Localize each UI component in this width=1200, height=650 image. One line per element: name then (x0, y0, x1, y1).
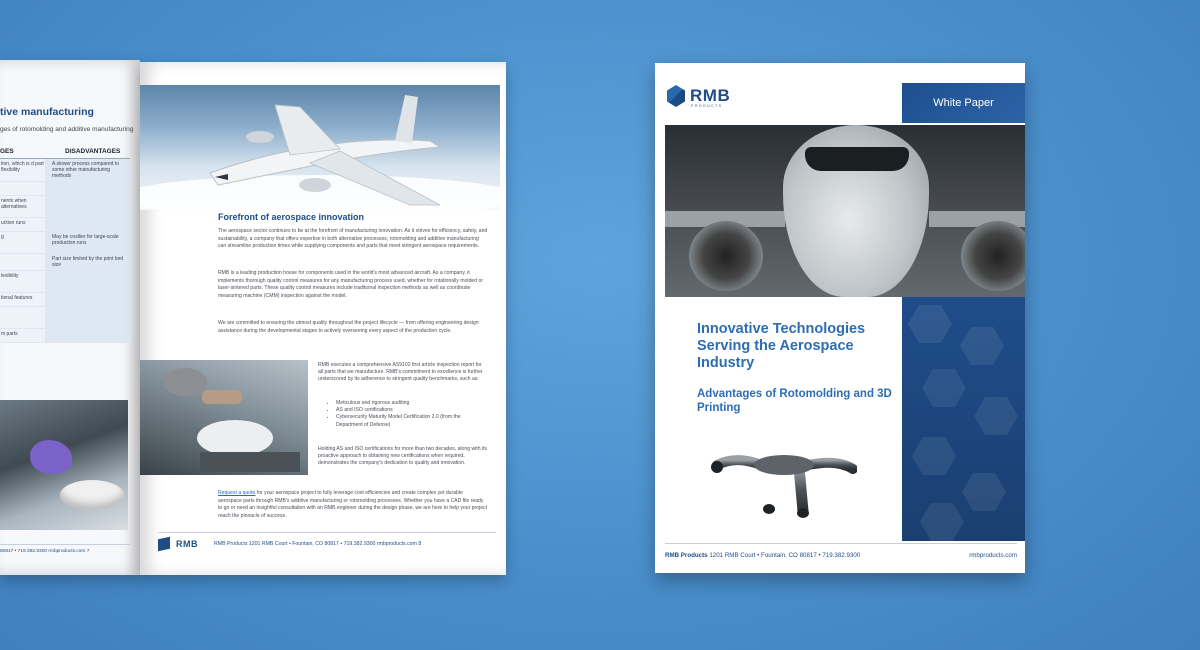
airplane-illustration (140, 85, 500, 210)
rmb-logo-icon (158, 537, 170, 552)
advantage-cell (0, 182, 45, 195)
disadvantage-cell (45, 196, 130, 217)
advantage-cell: g (0, 232, 45, 253)
quality-bullet: • AS and ISO certifications (336, 407, 488, 414)
white-paper-cover (655, 63, 1025, 573)
disadvantage-cell: Part size limited by the print bed size (45, 254, 130, 270)
advantage-cell: tion, which is d part flexibility (0, 159, 45, 181)
airplane-photo (140, 85, 500, 210)
cover-logo-text: RMB (690, 86, 731, 105)
rotomolded-part (60, 480, 124, 510)
advantage-cell: m parts (0, 329, 45, 342)
table-header (0, 148, 130, 159)
comparison-table (0, 148, 130, 343)
disadvantage-cell (45, 329, 130, 342)
section-heading: Forefront of aerospace innovation (218, 212, 365, 222)
advantage-cell (0, 254, 45, 270)
advantage-cell: tional features (0, 293, 45, 306)
left-page-footer: 80817 • 719.382.9300 rmbproducts.com 7 (0, 544, 130, 554)
disadvantage-cell (45, 307, 130, 328)
advantage-cell: lexibility (0, 271, 45, 292)
right-page-footer (158, 532, 496, 550)
lab-photo (0, 400, 128, 530)
cockpit-windows (805, 147, 909, 171)
hexagon-panel (902, 297, 1025, 541)
rmb-cube-icon (667, 85, 685, 107)
table-row (0, 232, 130, 254)
col-advantages: GES (0, 148, 14, 155)
metal-part-image (707, 445, 857, 525)
cover-footer-address (665, 552, 860, 559)
table-row (0, 329, 130, 343)
white-paper-badge: White Paper (902, 83, 1025, 123)
brochure-left-page (0, 60, 140, 575)
certification-text: Holding AS and ISO certifications for more than two decades, along with its proactive approach to obtaining new certifications when required, demonstrates the company's dedication to quality and innovation. (318, 446, 488, 467)
left-page-title: tive manufacturing (0, 106, 94, 118)
cover-footer (665, 543, 1017, 559)
paragraph-2: RMB is a leading production house for components used in the world's most advanced aircraft. As a company, it implements thorough quality control measures for any manufacturing process used, whether for rotationally molded or laser-sintered parts. These quality control measures include traditional inspection methods as well as coordinate measuring machine (CMM) inspection against the model. (218, 270, 484, 299)
advantage-cell (0, 307, 45, 328)
cover-logo (667, 85, 730, 107)
footer-address: RMB Products 1201 RMB Court • Fountain, CO 80817 • 719.382.9300 rmbproducts.com 8 (214, 541, 422, 547)
table-row (0, 293, 130, 307)
table-row (0, 182, 130, 196)
table-row (0, 196, 130, 218)
cta-text: for your aerospace project to fully leverage cost efficiencies and create complex yet durable aerospace parts through RMB's additive manufacturing or rotomolding processes. Whether you have a CAD file ready to go or need an insightful consultation with an RMB engineer during the design phase, we are here to help your project reach the pinnacle of success. (218, 490, 488, 519)
brochure-right-page (140, 62, 506, 575)
quality-bullet: • Cybersecurity Maturity Model Certification 2.0 (from the Department of Defense) (336, 414, 488, 428)
table-row (0, 307, 130, 329)
cover-logo-tag: PRODUCTS (691, 104, 723, 108)
disadvantage-cell (45, 293, 130, 306)
quality-list (318, 400, 488, 429)
table-row (0, 271, 130, 293)
left-page-subtitle: ges of rotomolding and additive manufacturing (0, 126, 134, 133)
table-row (0, 218, 130, 232)
disadvantage-cell (45, 271, 130, 292)
disadvantage-cell (45, 218, 130, 231)
paragraph-1: The aerospace sector continues to be at the forefront of manufacturing innovation. As it strives for efficiency, safety, and sustainability, a company that offers expertise in both alternative processes, rotomolding and additive manufacturing can streamline production times while supplying components and parts that meet stringent aerospace requirements. (218, 228, 488, 250)
cover-title: Innovative Technologies Serving the Aerospace Industry (697, 321, 866, 371)
table-row (0, 159, 130, 182)
rmb-logo-text: RMB (176, 539, 198, 549)
technician-illustration (140, 360, 308, 475)
cover-footer-website[interactable]: rmbproducts.com (969, 552, 1017, 559)
inspection-intro: RMB executes a comprehensive AS9102 first article inspection report for all parts that we manufacture. RMB's commitment to excellence is further underscored by its adherence to stringent quality benchmarks, such as: (318, 362, 483, 383)
left-engine (689, 221, 763, 291)
cta-paragraph (218, 490, 488, 520)
disadvantage-cell: May be costlier for large-scale production runs (45, 232, 130, 253)
advantage-cell: nents when alternatives (0, 196, 45, 217)
quality-bullet: • Meticulous and rigorous auditing (336, 400, 488, 407)
cover-footer-company: RMB Products (665, 552, 708, 559)
cover-footer-address-text: 1201 RMB Court • Fountain, CO 80817 • 719.382.9300 (707, 552, 861, 559)
disadvantage-cell (45, 182, 130, 195)
advantage-cell: uction runs (0, 218, 45, 231)
cover-subtitle: Advantages of Rotomolding and 3D Printing (697, 388, 892, 414)
request-quote-link[interactable]: Request a quote (218, 490, 256, 496)
col-disadvantages: DISADVANTAGES (65, 148, 121, 155)
paragraph-3: We are committed to ensuring the utmost quality throughout the project lifecycle — from offering engineering design assistance during the developmental stages to actively overseeing every aspect of the production cycle. (218, 320, 479, 334)
table-row (0, 254, 130, 271)
disadvantage-cell: A slower process compared to some other manufacturing methods (45, 159, 130, 181)
technician-photo (140, 360, 308, 475)
right-engine (961, 221, 1025, 291)
gloved-hand (30, 440, 72, 474)
jet-hero-photo (665, 125, 1025, 297)
